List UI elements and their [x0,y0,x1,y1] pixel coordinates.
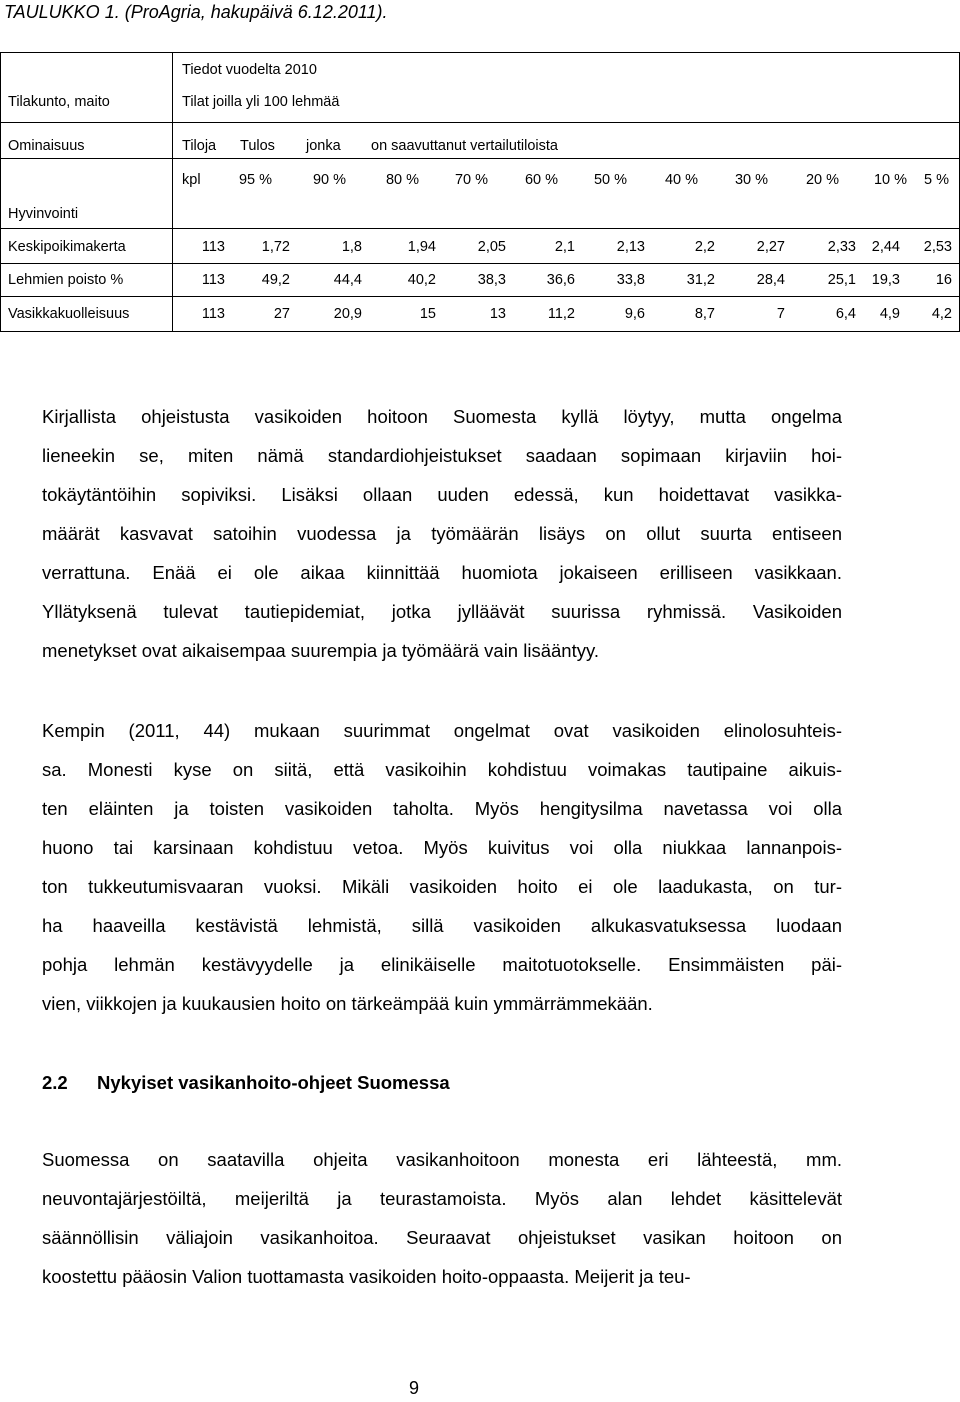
paragraph-3 [42,1140,842,1296]
paragraph-1 [42,397,842,670]
cell: 15 [419,306,436,322]
cell: 49,2 [261,272,290,288]
row-label: Vasikkakuolleisuus [8,306,130,322]
cell: 4,2 [931,306,952,322]
cell: 19,3 [871,272,900,288]
cell: 40,2 [407,272,436,288]
text-line: Kirjallista ohjeistusta vasikoiden hoitoon Suomesta kyllä löytyy, mutta ongelma [42,406,842,427]
cell: 13 [489,306,506,322]
cell: 1,72 [261,239,290,255]
cell: 1,8 [341,239,362,255]
results-table [0,52,960,332]
table-caption: TAULUKKO 1. (ProAgria, hakupäivä 6.12.2011). [4,2,388,22]
cell: 28,4 [756,272,785,288]
pct-10: 10 % [873,172,907,188]
cell: 1,94 [407,239,436,255]
cell: 2,44 [871,239,900,255]
cell: 27 [273,306,290,322]
cell: 2,33 [827,239,856,255]
text-line: sa. Monesti kyse on siitä, että vasikoihin kohdistuu voimakas tautipaine aikuis- [42,759,842,780]
text-line: Kempin (2011, 44) mukaan suurimmat ongelmat ovat vasikoiden elinolosuhteis- [42,720,842,741]
cell: 11,2 [547,306,575,322]
header-saavuttanut: on saavuttanut vertailutiloista [371,138,558,154]
text-line: Suomessa on saatavilla ohjeita vasikanhoitoon monesta eri lähteestä, mm. [42,1149,842,1170]
cell: 36,6 [546,272,575,288]
cell: 16 [935,272,952,288]
cell: 2,05 [477,239,506,255]
cell: 9,6 [624,306,645,322]
page-number: 9 [408,1378,419,1398]
text-line: ten eläinten ja toisten vasikoiden taholta. Myös hengitysilma navetassa voi olla [42,798,842,819]
cell: 2,13 [616,239,645,255]
text-line: lieneekin se, miten nämä standardiohjeistukset saadaan sopimaan kirjaviin hoi- [42,445,842,466]
pct-90: 90 % [312,172,346,188]
cell: 8,7 [694,306,715,322]
pct-5: 5 % [924,172,949,188]
cell: 113 [201,306,225,322]
section-number: 2.2 [42,1072,68,1093]
text-line: huono tai karsinaan kohdistuu vetoa. Myös kuivitus voi olla niukkaa lannanpois- [42,837,842,858]
cell: 20,9 [333,306,362,322]
header-ominaisuus: Ominaisuus [8,138,85,154]
text-line: menetykset ovat aikaisempaa suurempia ja työmäärä vain lisääntyy. [42,640,599,661]
pct-60: 60 % [524,172,558,188]
cell: 25,1 [827,272,856,288]
cell: 4,9 [879,306,900,322]
pct-30: 30 % [734,172,768,188]
cell: 33,8 [616,272,645,288]
cell: 31,2 [686,272,715,288]
pct-70: 70 % [454,172,488,188]
text-line: verrattuna. Enää ei ole aikaa kiinnittää huomiota jokaiseen erilliseen vasikkaan. [42,562,842,583]
header-title1: Tiedot vuodelta 2010 [182,62,317,78]
cell: 2,1 [554,239,575,255]
cell: 113 [201,272,225,288]
text-line: Yllätyksenä tulevat tautiepidemiat, jotka jylläävät suurissa ryhmissä. Vasikoiden [42,601,842,622]
cell: 38,3 [477,272,506,288]
header-jonka: jonka [306,138,341,154]
text-line: pohja lehmän kestävyydelle ja elinikäiselle maitotuotokselle. Ensimmäisten päi- [42,954,842,975]
text-line: neuvontajärjestöiltä, meijeriltä ja teurastamoista. Myös alan lehdet käsittelevät [42,1188,842,1209]
text-line: ton tukkeutumisvaaran vuoksi. Mikäli vasikoiden hoito ei ole laadukasta, on tur- [42,876,842,897]
cell: 7 [776,306,785,322]
text-line: tokäytäntöihin sopiviksi. Lisäksi ollaan uuden edessä, kun hoidettavat vasikka- [42,484,842,505]
section-heading [42,1063,450,1102]
text-line: määrät kasvavat satoihin vuodessa ja työmäärän lisäys on ollut suurta entiseen [42,523,842,544]
pct-40: 40 % [664,172,698,188]
header-tiloja: Tiloja [182,138,217,154]
cell: 2,53 [923,239,952,255]
pct-20: 20 % [805,172,839,188]
pct-50: 50 % [593,172,627,188]
label-left: Tilakunto, maito [8,94,110,110]
header-kpl: kpl [182,172,201,188]
pct-80: 80 % [385,172,419,188]
paragraph-2 [42,711,842,1023]
cell: 6,4 [835,306,856,322]
text-line: vien, viikkojen ja kuukausien hoito on tärkeämpää kuin ymmärrämmekään. [42,993,653,1014]
header-title2: Tilat joilla yli 100 lehmää [182,94,340,110]
text-line: koostettu pääosin Valion tuottamasta vasikoiden hoito-oppaasta. Meijerit ja teu- [42,1266,691,1287]
text-line: ha haaveilla kestävistä lehmistä, sillä vasikoiden alkukasvatuksessa luodaan [42,915,842,936]
row-label: Lehmien poisto % [8,272,124,288]
pct-95: 95 % [238,172,272,188]
row-label: Keskipoikimakerta [8,239,126,255]
section-hyvinvointi: Hyvinvointi [8,206,79,222]
cell: 2,27 [756,239,785,255]
text-line: säännöllisin väliajoin vasikanhoitoa. Seuraavat ohjeistukset vasikan hoitoon on [42,1227,842,1248]
cell: 2,2 [694,239,715,255]
section-title: Nykyiset vasikanhoito-ohjeet Suomessa [97,1072,450,1093]
cell: 44,4 [333,272,362,288]
cell: 113 [201,239,225,255]
header-tulos: Tulos [240,138,275,154]
